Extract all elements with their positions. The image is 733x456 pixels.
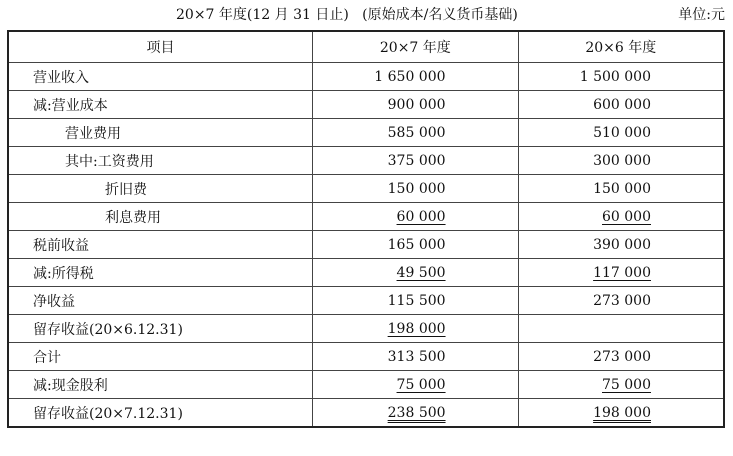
report-header <box>0 0 733 28</box>
value-20x6-cell <box>518 119 724 147</box>
value-20x7-cell <box>313 231 518 259</box>
unit-label: 单位:元 <box>678 7 725 23</box>
value-20x7: 313 500 <box>387 348 446 365</box>
row-label: 营业费用 <box>8 119 313 147</box>
value-20x7-cell <box>313 119 518 147</box>
table-body <box>8 63 724 428</box>
value-20x6: 60 000 <box>602 208 651 225</box>
value-20x7-cell <box>313 315 518 343</box>
table-row <box>8 63 724 91</box>
value-20x7: 115 500 <box>387 292 446 309</box>
row-label: 减:所得税 <box>8 259 313 287</box>
column-header-20x6: 20×6 年度 <box>518 31 724 63</box>
value-20x6-cell <box>518 91 724 119</box>
column-header-item: 项目 <box>8 31 313 63</box>
value-20x7: 1 650 000 <box>374 68 446 85</box>
value-20x7: 75 000 <box>396 376 446 393</box>
value-20x6: 117 000 <box>593 264 651 281</box>
table-header-row <box>8 31 724 63</box>
value-20x6-cell <box>518 231 724 259</box>
row-label: 其中:工资费用 <box>8 147 313 175</box>
table-row <box>8 287 724 315</box>
value-20x6: 510 000 <box>593 124 651 141</box>
value-20x7: 150 000 <box>387 180 446 197</box>
value-20x6: 273 000 <box>593 348 651 365</box>
row-label: 税前收益 <box>8 231 313 259</box>
value-20x6: 198 000 <box>593 404 651 421</box>
value-20x7-cell <box>313 371 518 399</box>
value-20x7-cell <box>313 91 518 119</box>
table-row <box>8 119 724 147</box>
row-label: 减:营业成本 <box>8 91 313 119</box>
value-20x7-cell <box>313 399 518 428</box>
row-label: 利息费用 <box>8 203 313 231</box>
table-row <box>8 259 724 287</box>
report-title: 20×7 年度(12 月 31 日止) <box>176 7 349 23</box>
value-20x7: 60 000 <box>396 208 446 225</box>
table-row <box>8 231 724 259</box>
value-20x6: 300 000 <box>593 152 651 169</box>
row-label: 营业收入 <box>8 63 313 91</box>
row-label: 折旧费 <box>8 175 313 203</box>
row-label: 留存收益(20×7.12.31) <box>8 399 313 428</box>
value-20x7-cell <box>313 175 518 203</box>
value-20x6-cell <box>518 399 724 428</box>
value-20x6: 600 000 <box>593 96 651 113</box>
column-header-20x7: 20×7 年度 <box>313 31 518 63</box>
value-20x7: 900 000 <box>387 96 446 113</box>
income-statement-table <box>7 30 725 428</box>
table-row <box>8 91 724 119</box>
value-20x6: 273 000 <box>593 292 651 309</box>
value-20x7: 238 500 <box>387 404 446 421</box>
report-basis: (原始成本/名义货币基础) <box>362 7 518 23</box>
value-20x7: 49 500 <box>396 264 446 281</box>
table-row <box>8 175 724 203</box>
table-row <box>8 371 724 399</box>
value-20x6-cell <box>518 259 724 287</box>
table-row <box>8 203 724 231</box>
value-20x6-cell <box>518 371 724 399</box>
value-20x6-cell <box>518 315 724 343</box>
value-20x7-cell <box>313 63 518 91</box>
report-period <box>176 4 518 24</box>
value-20x7: 165 000 <box>387 236 446 253</box>
value-20x7: 585 000 <box>387 124 446 141</box>
value-20x6-cell <box>518 63 724 91</box>
value-20x6-cell <box>518 343 724 371</box>
value-20x7-cell <box>313 287 518 315</box>
table-row <box>8 399 724 428</box>
row-label: 留存收益(20×6.12.31) <box>8 315 313 343</box>
row-label: 净收益 <box>8 287 313 315</box>
value-20x6-cell <box>518 147 724 175</box>
value-20x6-cell <box>518 287 724 315</box>
value-20x6: 390 000 <box>593 236 651 253</box>
value-20x6: 150 000 <box>593 180 651 197</box>
value-20x7: 375 000 <box>387 152 446 169</box>
value-20x7-cell <box>313 259 518 287</box>
value-20x7-cell <box>313 203 518 231</box>
value-20x6-cell <box>518 175 724 203</box>
value-20x7-cell <box>313 343 518 371</box>
table-row <box>8 315 724 343</box>
table-row <box>8 343 724 371</box>
table-row <box>8 147 724 175</box>
row-label: 减:现金股利 <box>8 371 313 399</box>
value-20x6: 1 500 000 <box>579 68 651 85</box>
value-20x7: 198 000 <box>387 320 446 337</box>
value-20x6-cell <box>518 203 724 231</box>
row-label: 合计 <box>8 343 313 371</box>
value-20x6: 75 000 <box>602 376 651 393</box>
value-20x7-cell <box>313 147 518 175</box>
